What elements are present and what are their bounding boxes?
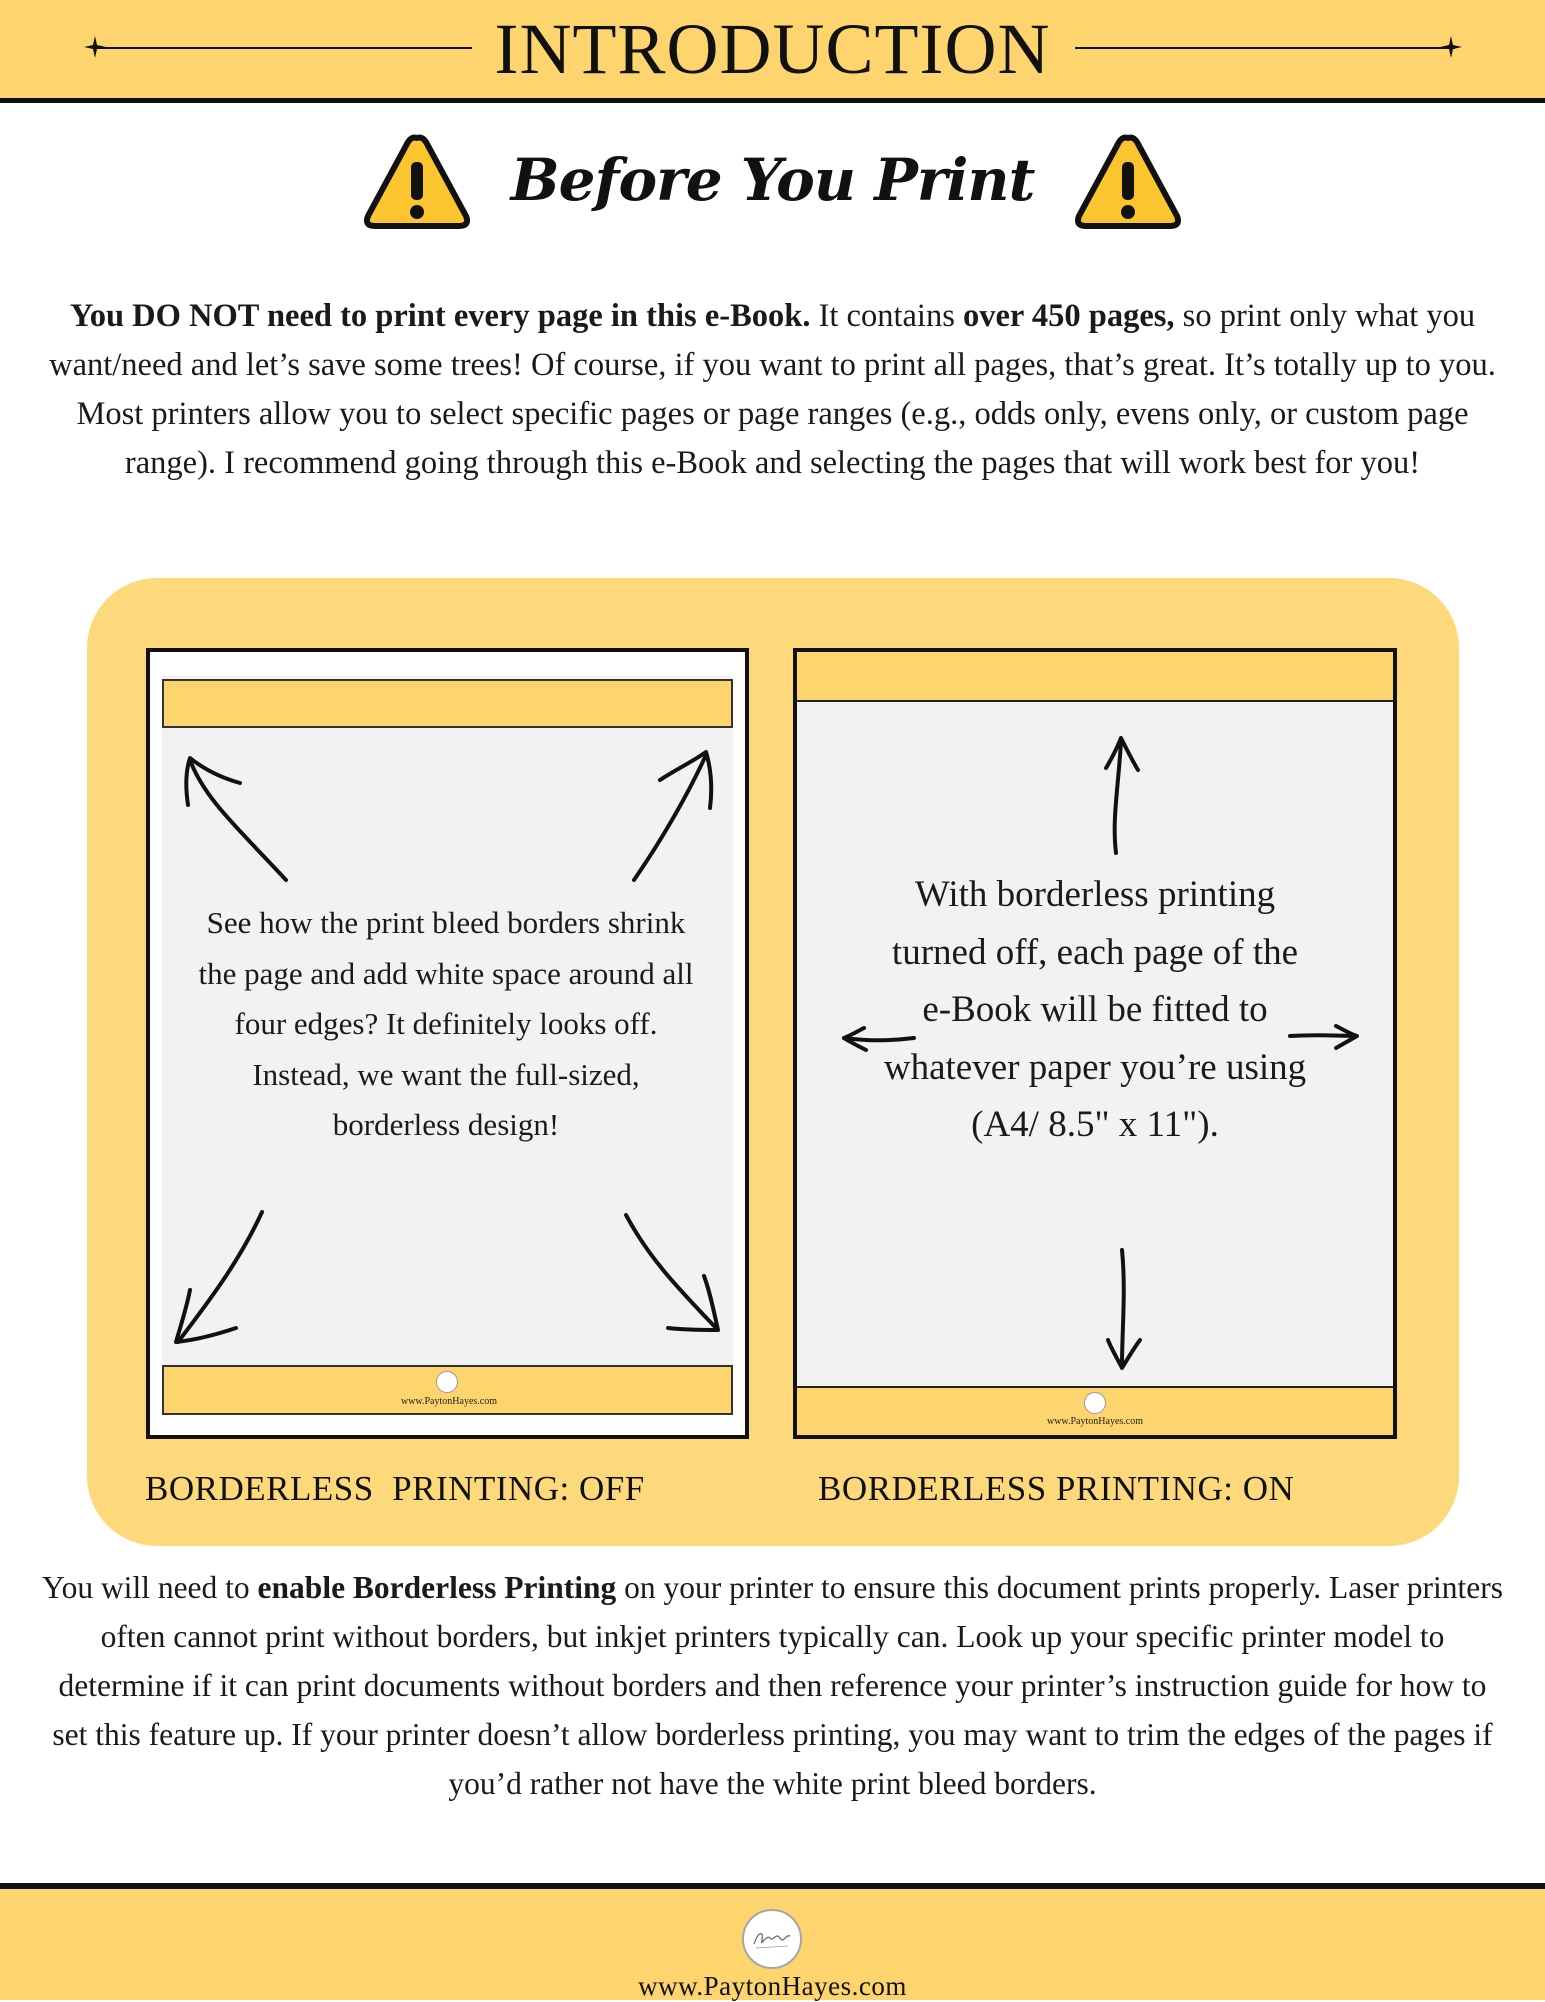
mini-logo-icon xyxy=(436,1371,458,1393)
borderless-instructions-paragraph xyxy=(40,1563,1505,1808)
mini-footer-url: www.PaytonHayes.com xyxy=(1046,1416,1143,1427)
warning-icon xyxy=(362,132,472,232)
before-you-print-heading: Before You Print xyxy=(510,146,1035,214)
mini-footer-url: www.PaytonHayes.com xyxy=(400,1396,497,1407)
borderless-off-explanation: See how the print bleed borders shrink the page and add white space around all four edges? It definitely looks off. Instead, we want the full-sized, borderless design! xyxy=(198,905,694,1142)
intro-bold-2: over 450 pages, xyxy=(963,298,1175,334)
intro-text-1: It contains xyxy=(810,298,963,334)
page-title-text: INTRODUCTION xyxy=(485,9,1061,89)
mock-page-footer-bar xyxy=(162,1365,733,1415)
outro-bold-1: enable Borderless Printing xyxy=(257,1570,617,1605)
intro-text-2: so print only what you want/need and let’s save some trees! Of course, if you want to print all pages, that’s great. It’s totally up to you. Most printers allow you to select specific pages or page ranges (e.g., odds only, evens only, or custom page range). I recommend going through this e-Book and selecting the pages that will work best for you! xyxy=(49,298,1496,481)
outro-text-1: You will need to xyxy=(41,1570,258,1605)
mini-logo-icon xyxy=(1084,1392,1106,1414)
brand-logo xyxy=(742,1909,802,1969)
outro-text-2: on your printer to ensure this document prints properly. Laser printers often cannot print without borders, but inkjet printers typically can. Look up your specific printer model to determine if it can print documents without borders and then reference your printer’s instruction guide for how to set this feature up. If your printer doesn’t allow borderless printing, you may want to trim the edges of the pages if you’d rather not have the white print bleed borders. xyxy=(52,1570,1504,1801)
borderless-on-explanation: With borderless printing turned off, each page of the e-Book will be fitted to whatever paper you’re using (A4/ 8.5" x 11"). xyxy=(883,874,1307,1145)
mock-page-header-bar xyxy=(162,679,733,728)
intro-bold-1: You DO NOT need to print every page in this e-Book. xyxy=(69,298,811,334)
caption-borderless-off: BORDERLESS PRINTING: OFF xyxy=(145,1469,645,1508)
page-title xyxy=(0,4,1545,94)
footer-url: www.PaytonHayes.com xyxy=(638,1971,907,2001)
signature-logo-icon xyxy=(750,1924,794,1954)
warning-icon xyxy=(1073,132,1183,232)
intro-paragraph xyxy=(40,292,1505,488)
caption-borderless-on: BORDERLESS PRINTING: ON xyxy=(818,1469,1295,1508)
